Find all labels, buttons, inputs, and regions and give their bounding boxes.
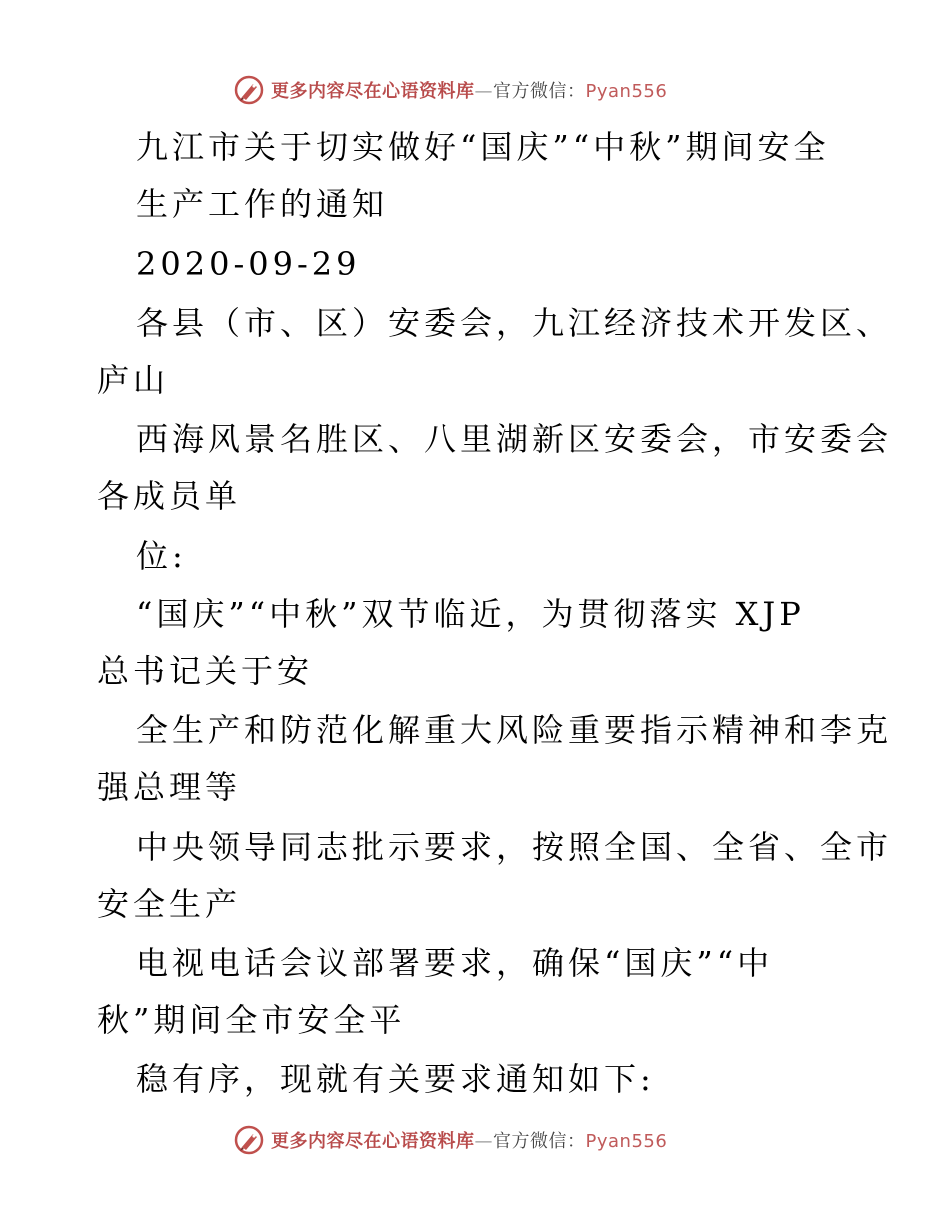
watermark-official: 官方微信： bbox=[493, 81, 586, 102]
watermark-dash: — bbox=[474, 81, 493, 102]
pen-logo-icon bbox=[233, 1124, 265, 1156]
watermark-text bbox=[271, 1127, 667, 1153]
paragraph-line: 各成员单 bbox=[97, 477, 242, 515]
watermark-brand: 更多内容尽在心语资料库 bbox=[271, 81, 475, 102]
watermark-dash: — bbox=[474, 1131, 493, 1152]
paragraph-line: 全生产和防范化解重大风险重要指示精神和李克 bbox=[136, 711, 893, 749]
paragraph-line: 中央领导同志批示要求，按照全国、全省、全市 bbox=[136, 828, 893, 866]
paragraph-line: 庐山 bbox=[97, 361, 170, 399]
document-date: 2020-09-29 bbox=[136, 245, 361, 283]
paragraph-line: 西海风景名胜区、八里湖新区安委会，市安委会 bbox=[136, 420, 893, 458]
pen-logo-icon bbox=[233, 74, 265, 106]
document-title-line-1: 九江市关于切实做好“国庆”“中秋”期间安全 bbox=[136, 128, 830, 166]
paragraph-line: 电视电话会议部署要求，确保“国庆”“中 bbox=[136, 944, 774, 982]
paragraph-line: 总书记关于安 bbox=[97, 652, 314, 690]
header-watermark bbox=[233, 73, 753, 107]
paragraph-line: “国庆”“中秋”双节临近，为贯彻落实 XJP bbox=[136, 595, 805, 633]
footer-watermark bbox=[233, 1123, 753, 1157]
watermark-id: Pyan556 bbox=[585, 1131, 668, 1152]
paragraph-line: 安全生产 bbox=[97, 885, 242, 923]
watermark-id: Pyan556 bbox=[585, 81, 668, 102]
paragraph-line: 位: bbox=[136, 537, 187, 575]
paragraph-line: 各县（市、区）安委会，九江经济技术开发区、 bbox=[136, 304, 893, 342]
watermark-official: 官方微信： bbox=[493, 1131, 586, 1152]
watermark-brand: 更多内容尽在心语资料库 bbox=[271, 1131, 475, 1152]
paragraph-line: 稳有序，现就有关要求通知如下: bbox=[136, 1060, 655, 1098]
paragraph-line: 秋”期间全市安全平 bbox=[97, 1001, 406, 1039]
watermark-text bbox=[271, 77, 667, 103]
paragraph-line: 强总理等 bbox=[97, 768, 242, 806]
document-title-line-2: 生产工作的通知 bbox=[136, 185, 389, 223]
